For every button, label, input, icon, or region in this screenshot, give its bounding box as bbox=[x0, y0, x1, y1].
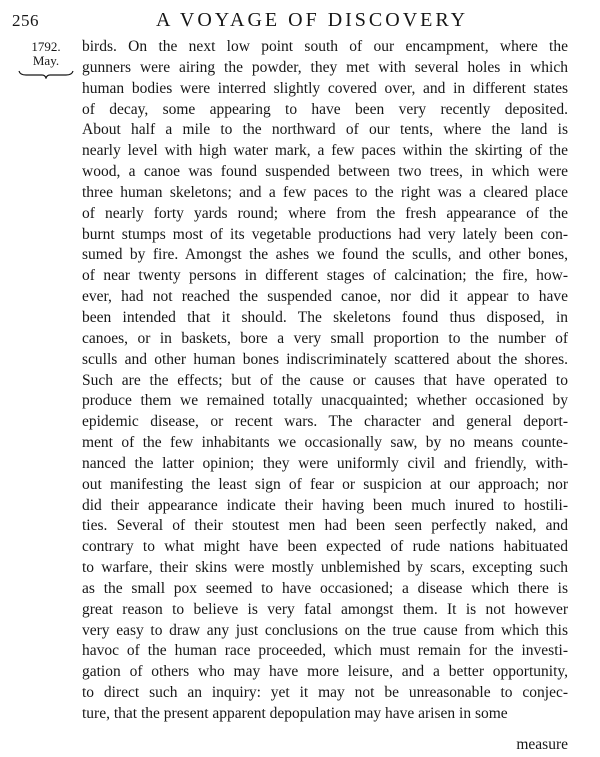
text-line: been intended that it should. The skeletons found thus disposed, in bbox=[82, 308, 568, 326]
text-line: Such are the effects; but of the cause or causes that have operated to bbox=[82, 371, 568, 389]
text-line: contrary to what might have been expected of rude nations habituated bbox=[82, 538, 568, 556]
page-header bbox=[12, 8, 572, 34]
text-line: ture, that the present apparent depopulation may have arisen in some bbox=[82, 705, 508, 722]
body-text bbox=[82, 37, 568, 725]
text-line: of decay, some appearing to have been very recently deposited. bbox=[82, 100, 568, 118]
text-line: very easy to draw any just conclusions on the true cause from which this bbox=[82, 621, 568, 639]
text-line: ties. Several of their stoutest men had been seen perfectly naked, and bbox=[82, 517, 568, 535]
text-line: wood, a canoe was found suspended between two trees, in which were bbox=[82, 163, 568, 181]
text-line: ever, had not reached the suspended canoe, nor did it appear to have bbox=[82, 288, 568, 306]
margin-month: May. bbox=[32, 53, 60, 68]
text-line: canoes, or in baskets, bore a very small proportion to the number of bbox=[82, 329, 568, 347]
text-line: nearly level with high water mark, a few paces within the skirting of the bbox=[82, 142, 568, 160]
text-line: as the small pox seemed to have occasioned; a disease which there is bbox=[82, 579, 568, 597]
text-line: to warfare, their skins were mostly unblemished by scars, excepting such bbox=[82, 559, 568, 577]
text-line: birds. On the next low point south of our encampment, where the bbox=[82, 38, 568, 55]
text-line: great reason to believe is very fatal amongst them. It is not however bbox=[82, 600, 568, 618]
text-line: epidemic disease, or recent wars. The character and general deport- bbox=[82, 413, 568, 431]
margin-year: 1792. bbox=[31, 39, 61, 54]
text-line: havoc of the human race proceeded, which must remain for the investi- bbox=[82, 642, 568, 660]
text-line: About half a mile to the northward of our tents, where the land is bbox=[82, 121, 568, 139]
text-line: gunners were airing the powder, they met with several holes in which bbox=[82, 58, 568, 76]
page-number: 256 bbox=[12, 11, 39, 30]
text-line: ment of the few inhabitants we occasionally saw, by no means counte- bbox=[82, 434, 568, 452]
text-line: did their appearance indicate their having been much inured to hostili- bbox=[82, 496, 568, 514]
margin-date-note bbox=[16, 40, 76, 79]
text-line: nanced the latter opinion; they were uniformly civil and friendly, with- bbox=[82, 454, 568, 472]
brace-icon bbox=[18, 69, 74, 79]
running-head: A VOYAGE OF DISCOVERY bbox=[155, 9, 469, 31]
text-line: out manifesting the least sign of fear or suspicion at our approach; nor bbox=[82, 475, 568, 493]
text-line: sumed by fire. Amongst the ashes we found the sculls, and other bones, bbox=[82, 246, 568, 264]
text-line: produce them we remained totally unacquainted; whether occasioned by bbox=[82, 392, 568, 410]
text-line: three human skeletons; and a few paces to the right was a cleared place bbox=[82, 183, 568, 201]
text-line: of near twenty persons in different stages of calcination; the fire, how- bbox=[82, 267, 568, 285]
text-line: to direct such an inquiry: yet it may not be unreasonable to conjec- bbox=[82, 684, 568, 702]
text-line: of nearly forty yards round; where from the fresh appearance of the bbox=[82, 204, 568, 222]
catchword: measure bbox=[516, 736, 568, 753]
text-line: burnt stumps most of its vegetable productions had very lately been con- bbox=[82, 225, 568, 243]
text-line: sculls and other human bones indiscriminately scattered about the shores. bbox=[82, 350, 568, 368]
text-line: gation of others who may have more leisure, and a better opportunity, bbox=[82, 663, 568, 681]
text-line: human bodies were interred slightly covered over, and in different states bbox=[82, 79, 568, 97]
